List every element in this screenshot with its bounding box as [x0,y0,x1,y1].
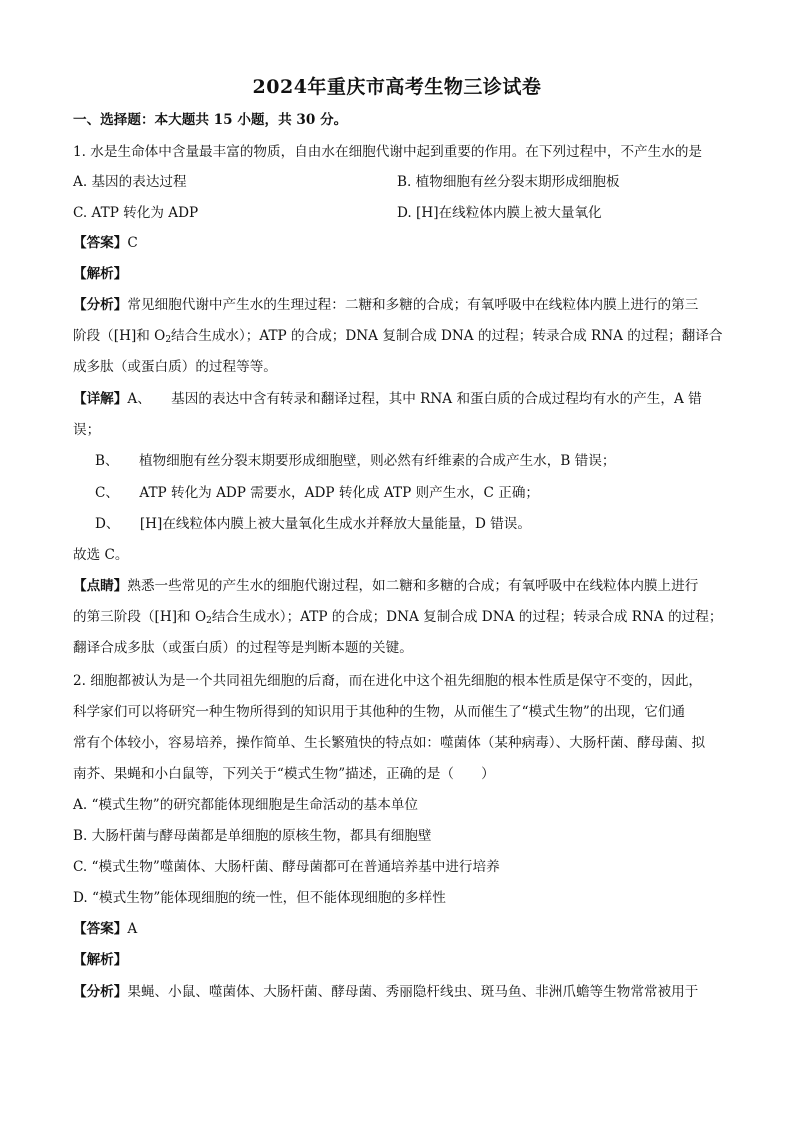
q1-answer [73,234,138,252]
dianjing-label: 【点睛】 [73,578,128,594]
fenxi-text: 阶段（[H]和 O [73,328,166,344]
q1-xiangjie-c: C、 ATP 转化为 ADP 需要水，ADP 转化成 ATP 则产生水，C 正确； [95,485,540,501]
q1-option-a: A. 基因的表达过程 [73,174,187,190]
q2-option-b: B. 大肠杆菌与酵母菌都是单细胞的原核生物，都具有细胞壁 [73,828,432,844]
q2-analysis-label: 【解析】 [73,952,128,968]
dianjing-text: 的第三阶段（[H]和 O [73,609,207,625]
section-heading: 一、选择题：本大题共 15 小题，共 30 分。 [73,112,348,128]
fenxi-text: 常见细胞代谢中产生水的生理过程：二糖和多糖的合成；有氧呼吸中在线粒体内膜上进行的第三 [127,297,699,313]
fenxi-text: 结合生成水）；ATP 的合成；DNA 复制合成 DNA 的过程；转录合成 RNA 的过程；翻译合 [171,328,723,344]
q1-option-d: D. [H]在线粒体内膜上被大量氧化 [397,205,602,221]
xiangjie-text: A、 基因的表达中含有转录和翻译过程，其中 RNA 和蛋白质的合成过程均有水的产生，A 错 [127,391,702,407]
q2-answer [73,920,137,938]
xiangjie-label: 【详解】 [73,391,128,407]
q2-stem-line-3: 常有个体较小，容易培养，操作简单、生长繁殖快的特点如：噬菌体（某种病毒）、大肠杆菌、酵母菌、拟 [73,735,706,751]
q2-stem-line-2: 科学家们可以将研究一种生物所得到的知识用于其他种的生物，从而催生了“模式生物”的出现，它们通 [73,704,686,720]
q1-xiangjie-line-2: 误； [73,422,101,438]
q2-option-c: C. “模式生物”噬菌体、大肠杆菌、酵母菌都可在普通培养基中进行培养 [73,859,500,875]
fenxi-label: 【分析】 [73,297,128,313]
fenxi-text: 果蝇、小鼠、噬菌体、大肠杆菌、酵母菌、秀丽隐杆线虫、斑马鱼、非洲爪蟾等生物常常被用于 [127,984,699,1000]
q1-fenxi-line-1 [73,296,698,314]
subscript: 2 [165,335,172,345]
page-title: 2024年重庆市高考生物三诊试卷 [252,76,542,98]
q1-stem: 1. 水是生命体中含量最丰富的物质，自由水在细胞代谢中起到重要的作用。在下列过程中，不产生水的是 [73,144,703,160]
answer-value: A [127,921,138,937]
q2-fenxi-line-1 [73,983,698,1001]
q2-stem-line-1: 2. 细胞都被认为是一个共同祖先细胞的后裔，而在进化中这个祖先细胞的根本性质是保守不变的，因此， [73,673,703,689]
q1-option-b: B. 植物细胞有丝分裂末期形成细胞板 [397,174,620,190]
subscript: 2 [206,616,212,626]
q1-fenxi-line-3: 成多肽（或蛋白质）的过程等等。 [73,359,277,375]
fenxi-label: 【分析】 [73,984,128,1000]
answer-value: C [127,235,138,251]
q1-analysis-label: 【解析】 [73,266,128,282]
q1-xiangjie-b: B、 植物细胞有丝分裂末期要形成细胞壁，则必然有纤维素的合成产生水，B 错误； [95,453,616,469]
q1-dianjing-line-1 [73,577,698,595]
q2-option-a: A. “模式生物”的研究都能体现细胞是生命活动的基本单位 [73,797,419,813]
q1-xiangjie-line-1 [73,390,702,408]
q1-dianjing-line-3: 翻译合成多肽（或蛋白质）的过程等是判断本题的关键。 [73,640,413,656]
answer-label: 【答案】 [73,921,128,937]
dianjing-text: 结合生成水）；ATP 的合成；DNA 复制合成 DNA 的过程；转录合成 RNA 的过程； [211,609,723,625]
q1-dianjing-line-2 [73,608,722,626]
dianjing-text: 熟悉一些常见的产生水的细胞代谢过程，如二糖和多糖的合成；有氧呼吸中在线粒体内膜上进行 [127,578,699,594]
answer-label: 【答案】 [73,235,128,251]
q2-option-d: D. “模式生物”能体现细胞的统一性，但不能体现细胞的多样性 [73,890,446,906]
q1-fenxi-line-2 [73,327,722,345]
q1-option-c: C. ATP 转化为 ADP [73,205,199,221]
q1-xiangjie-d: D、 [H]在线粒体内膜上被大量氧化生成水并释放大量能量，D 错误。 [95,516,531,532]
q1-conclusion: 故选 C。 [73,547,129,563]
q2-stem-line-4: 南芥、果蝇和小白鼠等，下列关于“模式生物”描述，正确的是（ ） [73,766,495,782]
